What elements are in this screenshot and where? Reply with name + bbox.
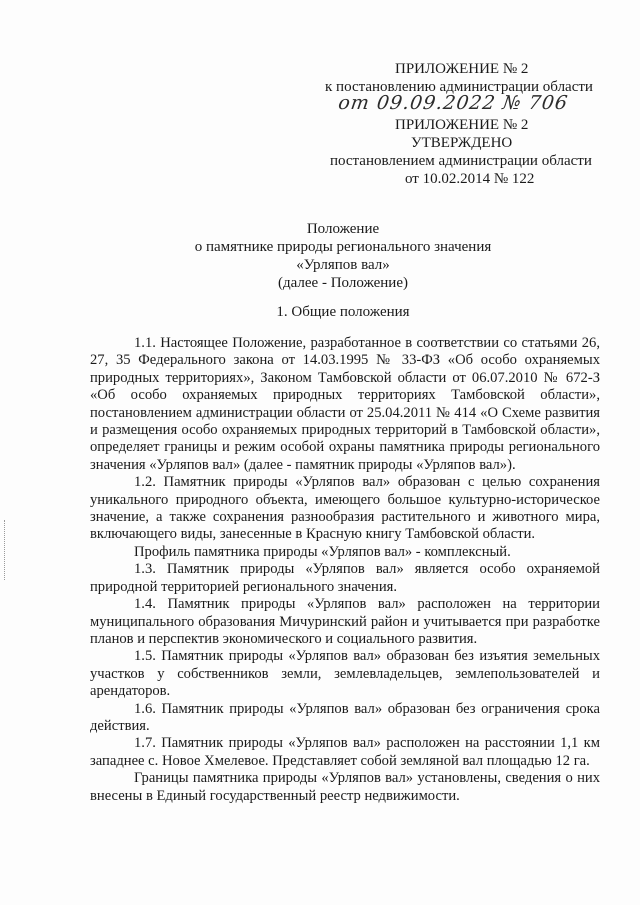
paragraph-1-5: 1.5. Памятник природы «Урляпов вал» образован без изъятия земельных участков у собственников земли, землевладельцев, землепользователей и арендаторов.	[90, 648, 600, 700]
approved-by: постановлением администрации области	[330, 153, 592, 169]
doc-title: Положение	[306, 221, 380, 237]
paragraph-boundaries: Границы памятника природы «Урляпов вал» установлены, сведения о них внесены в Единый государственный реестр недвижимости.	[90, 770, 600, 804]
doc-short-name: (далее - Положение)	[278, 275, 408, 291]
paragraph-1-3: 1.3. Памятник природы «Урляпов вал» является особо охраняемой природной территорией регионального значения.	[90, 561, 600, 595]
resolution-reference: к постановлению администрации области	[325, 79, 593, 95]
paragraph-1-2: 1.2. Памятник природы «Урляпов вал» образован с целью сохранения уникального природного объекта, имеющего большое культурно-историческое значение, а также сохранения разнообразия растительного и животного мира, включающего виды, занесенные в Красную книгу Тамбовской области.	[90, 474, 600, 543]
paragraph-1-6: 1.6. Памятник природы «Урляпов вал» образован без ограничения срока действия.	[90, 700, 600, 734]
handwritten-date-number: от 09.09.2022 № 706	[336, 92, 570, 114]
paragraph-profile: Профиль памятника природы «Урляпов вал» - комплексный.	[134, 543, 511, 560]
document-body	[90, 335, 600, 805]
approved-date: от 10.02.2014 № 122	[405, 171, 535, 187]
approved-stamp: УТВЕРЖДЕНО	[411, 135, 513, 151]
paragraph-1-1: 1.1. Настоящее Положение, разработанное в соответствии со статьями 26, 27, 35 Федерального закона от 14.03.1995 № 33-ФЗ «Об особо охраняемых природных территориях», Законом Тамбовской области от 06.07.2010 № 672-З «Об особо охраняемых природных территориях Тамбовской области», постановлением администрации области от 25.04.2011 № 414 «О Схеме развития и размещения особо охраняемых природных территорий в Тамбовской области», определяет границы и режим особой охраны памятника природы регионального значения «Урляпов вал» (далее - памятник природы «Урляпов вал»).	[90, 335, 600, 473]
binding-margin-mark	[4, 520, 7, 580]
doc-subtitle: о памятнике природы регионального значения	[194, 239, 492, 255]
section-heading: 1. Общие положения	[276, 304, 410, 320]
paragraph-1-7: 1.7. Памятник природы «Урляпов вал» расположен на расстоянии 1,1 км западнее с. Новое Хмелевое. Представляет собой земляной вал площадью 12 га.	[90, 735, 600, 769]
appendix-label-previous: ПРИЛОЖЕНИЕ № 2	[395, 117, 529, 133]
doc-object-name: «Урляпов вал»	[296, 257, 390, 273]
appendix-label: ПРИЛОЖЕНИЕ № 2	[395, 61, 529, 77]
paragraph-1-4: 1.4. Памятник природы «Урляпов вал» расположен на территории муниципального образования Мичуринский район и учитывается при разработке планов и перспектив экономического и социального развития.	[90, 596, 600, 647]
